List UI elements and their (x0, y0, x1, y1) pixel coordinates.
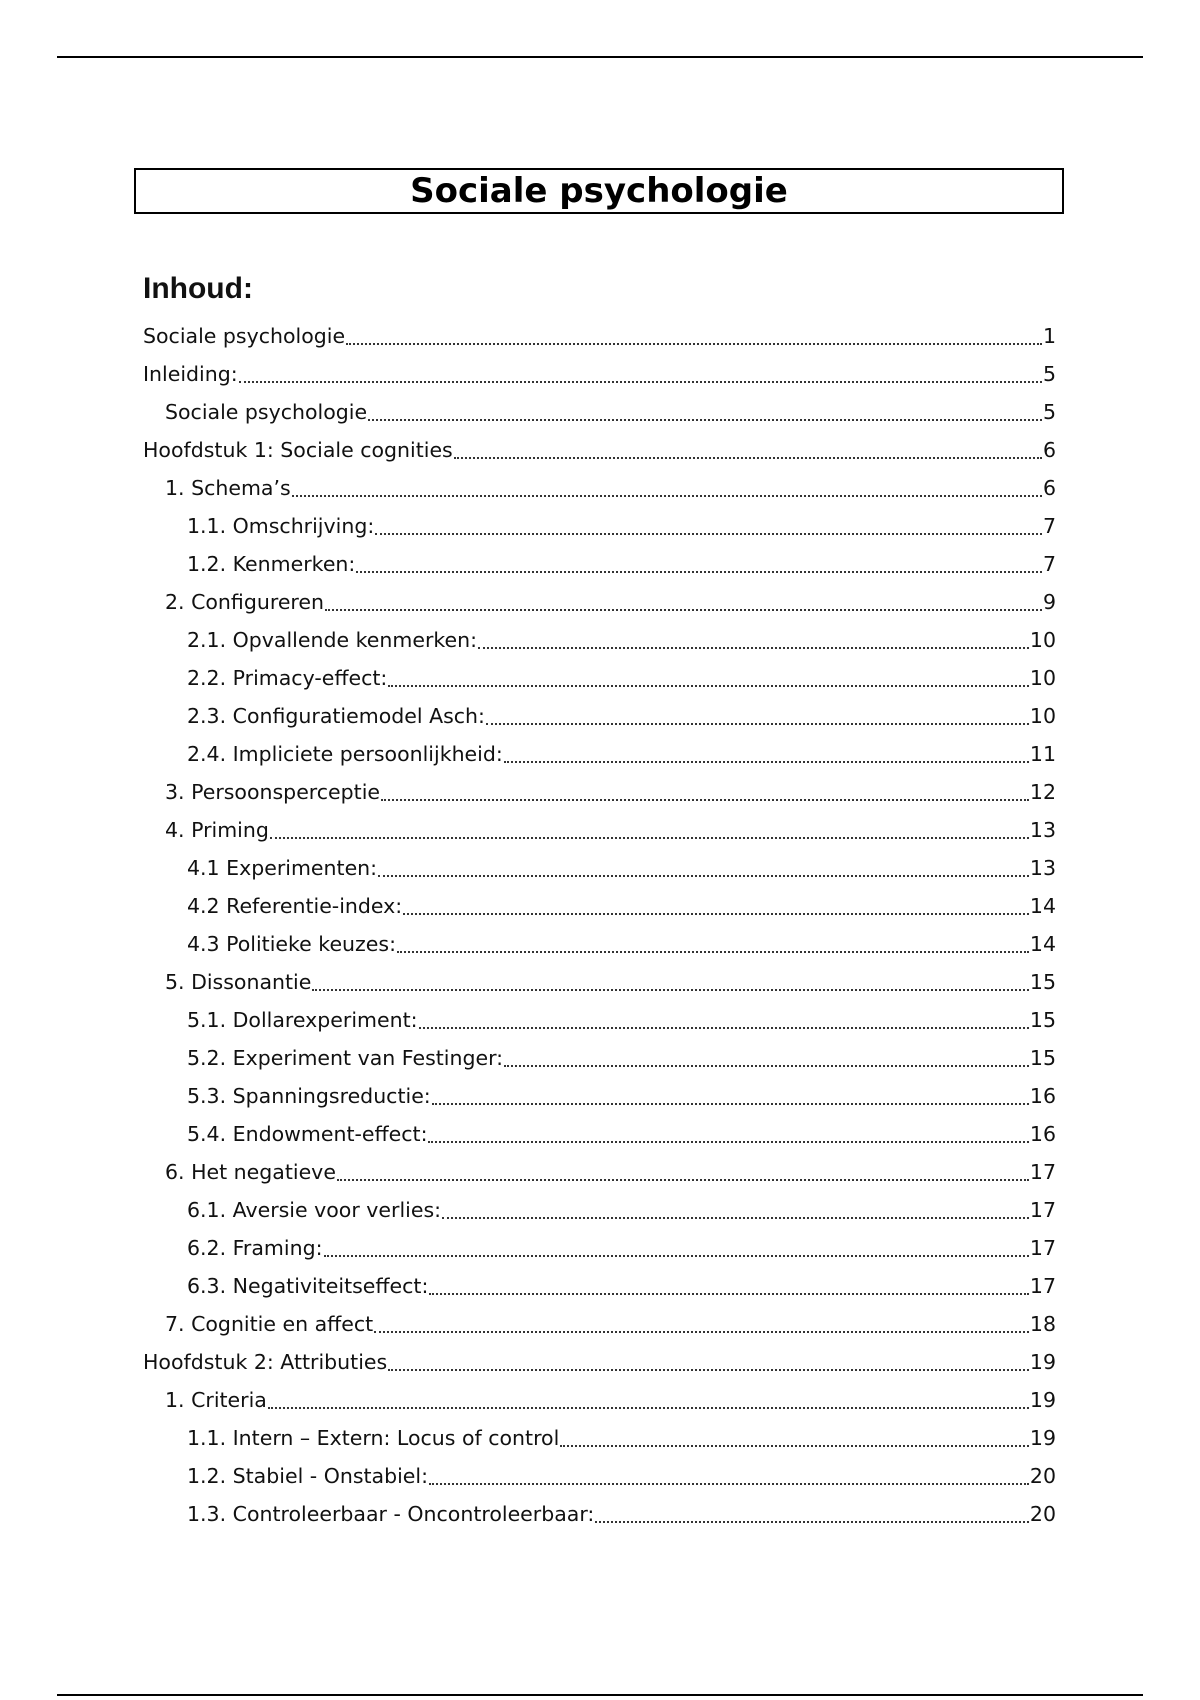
toc-dot-leader (429, 1293, 1029, 1295)
toc-page-number: 10 (1029, 628, 1056, 652)
toc-dot-leader (428, 1141, 1028, 1143)
toc-page-number: 18 (1029, 1312, 1056, 1336)
toc-page-number: 12 (1029, 780, 1056, 804)
toc-entry-title: Hoofdstuk 2: Attributies (143, 1350, 388, 1374)
toc-entry[interactable] (143, 887, 1056, 925)
toc-entry[interactable] (143, 1381, 1056, 1419)
toc-dot-leader (292, 495, 1042, 497)
toc-entry[interactable] (143, 393, 1056, 431)
toc-dot-leader (346, 343, 1042, 345)
toc-entry-title: Sociale psychologie (143, 324, 346, 348)
toc-dot-leader (374, 1331, 1029, 1333)
toc-dot-leader (397, 951, 1029, 953)
toc-entry[interactable] (143, 507, 1056, 545)
toc-page-number: 6 (1042, 438, 1056, 462)
toc-page-number: 14 (1029, 932, 1056, 956)
toc-dot-leader (356, 571, 1042, 573)
toc-entry[interactable] (143, 621, 1056, 659)
toc-entry[interactable] (143, 1191, 1056, 1229)
toc-dot-leader (381, 799, 1029, 801)
toc-entry[interactable] (143, 469, 1056, 507)
toc-entry-title: Hoofdstuk 1: Sociale cognities (143, 438, 453, 462)
toc-entry-title: 2.4. Impliciete persoonlijkheid: (187, 742, 503, 766)
toc-entry[interactable] (143, 849, 1056, 887)
toc-page-number: 13 (1029, 818, 1056, 842)
toc-dot-leader (560, 1445, 1029, 1447)
toc-entry-title: 5.4. Endowment-effect: (187, 1122, 428, 1146)
toc-entry-title: 5. Dissonantie (165, 970, 312, 994)
toc-dot-leader (504, 1065, 1029, 1067)
toc-dot-leader (239, 381, 1042, 383)
toc-page-number: 14 (1029, 894, 1056, 918)
toc-entry-title: 6.2. Framing: (187, 1236, 323, 1260)
toc-entry-title: 4.3 Politieke keuzes: (187, 932, 397, 956)
toc-dot-leader (268, 1407, 1029, 1409)
toc-entry-title: 2.2. Primacy-effect: (187, 666, 388, 690)
toc-page-number: 20 (1029, 1502, 1056, 1526)
toc-dot-leader (454, 457, 1042, 459)
toc-page-number: 17 (1029, 1198, 1056, 1222)
toc-page-number: 16 (1029, 1084, 1056, 1108)
toc-dot-leader (478, 647, 1029, 649)
toc-entry-title: 6.3. Negativiteitseffect: (187, 1274, 429, 1298)
toc-entry-title: 7. Cognitie en affect (165, 1312, 374, 1336)
toc-dot-leader (375, 533, 1042, 535)
toc-entry[interactable] (143, 1419, 1056, 1457)
toc-page-number: 15 (1029, 970, 1056, 994)
toc-dot-leader (432, 1103, 1029, 1105)
toc-dot-leader (504, 761, 1029, 763)
toc-dot-leader (312, 989, 1029, 991)
toc-entry[interactable] (143, 545, 1056, 583)
toc-page-number: 19 (1029, 1350, 1056, 1374)
toc-page-number: 9 (1042, 590, 1056, 614)
toc-entry-title: 6. Het negatieve (165, 1160, 336, 1184)
toc-heading: Inhoud: (143, 272, 253, 305)
toc-page-number: 6 (1042, 476, 1056, 500)
toc-dot-leader (388, 1369, 1029, 1371)
toc-page-number: 7 (1042, 514, 1056, 538)
toc-entry[interactable] (143, 1153, 1056, 1191)
toc-entry[interactable] (143, 697, 1056, 735)
toc-page-number: 10 (1029, 666, 1056, 690)
toc-entry-title: 1. Schema’s (165, 476, 291, 500)
header-rule (57, 56, 1143, 58)
toc-page-number: 5 (1042, 400, 1056, 424)
toc-page-number: 16 (1029, 1122, 1056, 1146)
toc-entry[interactable] (143, 1457, 1056, 1495)
toc-entry-title: 5.1. Dollarexperiment: (187, 1008, 418, 1032)
toc-dot-leader (337, 1179, 1029, 1181)
toc-page-number: 11 (1029, 742, 1056, 766)
toc-page-number: 13 (1029, 856, 1056, 880)
toc-entry-title: 2.3. Configuratiemodel Asch: (187, 704, 485, 728)
toc-entry[interactable] (143, 735, 1056, 773)
toc-page-number: 15 (1029, 1008, 1056, 1032)
toc-dot-leader (388, 685, 1029, 687)
toc-dot-leader (429, 1483, 1029, 1485)
toc-entry-title: 1. Criteria (165, 1388, 267, 1412)
toc-entry[interactable] (143, 1343, 1056, 1381)
toc-dot-leader (325, 609, 1042, 611)
toc-page-number: 17 (1029, 1274, 1056, 1298)
toc-page-number: 19 (1029, 1388, 1056, 1412)
toc-entry[interactable] (143, 317, 1056, 355)
toc-entry[interactable] (143, 583, 1056, 621)
toc-entry-title: 6.1. Aversie voor verlies: (187, 1198, 442, 1222)
toc-page-number: 19 (1029, 1426, 1056, 1450)
toc-entry[interactable] (143, 1267, 1056, 1305)
toc-dot-leader (324, 1255, 1029, 1257)
toc-entry[interactable] (143, 773, 1056, 811)
toc-entry-title: 2. Configureren (165, 590, 325, 614)
toc-page-number: 5 (1042, 362, 1056, 386)
toc-dot-leader (419, 1027, 1029, 1029)
toc-entry[interactable] (143, 1115, 1056, 1153)
toc-page-number: 15 (1029, 1046, 1056, 1070)
toc-page-number: 17 (1029, 1160, 1056, 1184)
table-of-contents (143, 317, 1056, 1533)
toc-entry[interactable] (143, 1495, 1056, 1533)
toc-entry[interactable] (143, 431, 1056, 469)
toc-entry[interactable] (143, 925, 1056, 963)
footer-rule (57, 1694, 1143, 1696)
toc-page-number: 7 (1042, 552, 1056, 576)
toc-entry-title: 1.2. Kenmerken: (187, 552, 356, 576)
toc-dot-leader (378, 875, 1029, 877)
toc-entry-title: 1.2. Stabiel - Onstabiel: (187, 1464, 429, 1488)
toc-entry[interactable] (143, 1039, 1056, 1077)
toc-entry[interactable] (143, 1077, 1056, 1115)
toc-dot-leader (442, 1217, 1029, 1219)
toc-entry-title: 4.1 Experimenten: (187, 856, 378, 880)
toc-page-number: 17 (1029, 1236, 1056, 1260)
toc-dot-leader (486, 723, 1029, 725)
toc-entry[interactable] (143, 811, 1056, 849)
toc-entry-title: 2.1. Opvallende kenmerken: (187, 628, 478, 652)
toc-entry-title: 3. Persoonsperceptie (165, 780, 381, 804)
toc-entry-title: 4.2 Referentie-index: (187, 894, 403, 918)
toc-entry-title: 4. Priming (165, 818, 269, 842)
toc-entry-title: Inleiding: (143, 362, 238, 386)
toc-entry-title: 5.2. Experiment van Festinger: (187, 1046, 504, 1070)
toc-entry[interactable] (143, 963, 1056, 1001)
toc-entry-title: 1.1. Intern – Extern: Locus of control (187, 1426, 560, 1450)
toc-entry-title: Sociale psychologie (165, 400, 368, 424)
toc-dot-leader (270, 837, 1029, 839)
toc-entry[interactable] (143, 659, 1056, 697)
toc-entry[interactable] (143, 1001, 1056, 1039)
toc-entry[interactable] (143, 355, 1056, 393)
toc-entry[interactable] (143, 1305, 1056, 1343)
toc-page-number: 1 (1042, 324, 1056, 348)
toc-dot-leader (368, 419, 1042, 421)
toc-page-number: 20 (1029, 1464, 1056, 1488)
toc-entry-title: 1.3. Controleerbaar - Oncontroleerbaar: (187, 1502, 595, 1526)
toc-entry-title: 5.3. Spanningsreductie: (187, 1084, 431, 1108)
toc-page-number: 10 (1029, 704, 1056, 728)
toc-dot-leader (403, 913, 1029, 915)
toc-entry[interactable] (143, 1229, 1056, 1267)
title-box (134, 168, 1064, 214)
toc-dot-leader (595, 1521, 1029, 1523)
document-title: Sociale psychologie (410, 171, 788, 211)
toc-entry-title: 1.1. Omschrijving: (187, 514, 375, 538)
